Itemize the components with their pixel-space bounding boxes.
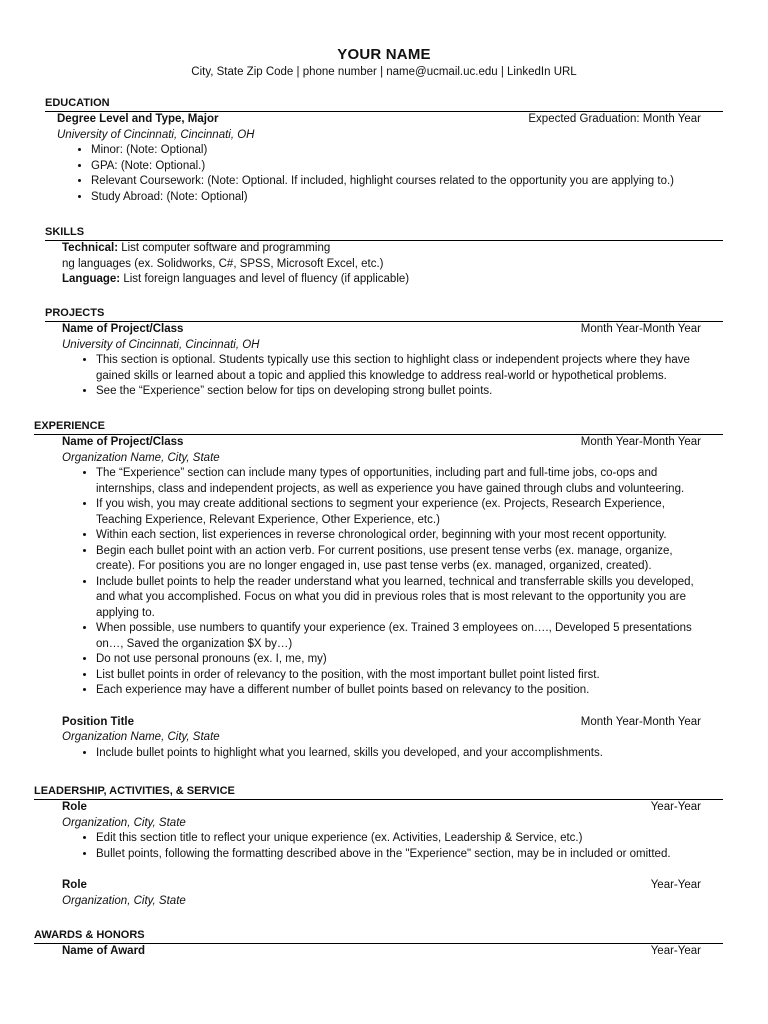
award-name: Name of Award <box>62 945 146 957</box>
skills-heading: SKILLS <box>45 226 85 238</box>
role-org: Organization, City, State <box>62 816 186 829</box>
position-org: Organization Name, City, State <box>62 731 220 743</box>
list-item: • Each experience may have a different number of bullet points based on relevancy to the position. <box>96 683 701 699</box>
education-heading: EDUCATION <box>45 97 110 109</box>
position-row <box>62 715 701 731</box>
position-bullets <box>62 746 701 762</box>
project-date: Month Year-Month Year <box>580 323 701 335</box>
skills-technical-continued: ng languages (ex. Solidworks, C#, SPSS, Microsoft Excel, etc.) <box>62 257 384 270</box>
resume-name: YOUR NAME <box>337 46 431 63</box>
list-item: • Include bullet points to highlight what you learned, skills you developed, and your accomplishments. <box>96 746 701 762</box>
experience-org: Organization Name, City, State <box>62 451 220 464</box>
experience-heading: EXPERIENCE <box>34 420 105 432</box>
projects-bullets <box>62 353 701 400</box>
role-title: Role <box>62 879 87 891</box>
project-name: Name of Project/Class <box>62 323 184 335</box>
list-item: • Relevant Coursework: (Note: Optional. If included, highlight courses related to the opportunity you are applying to.) <box>91 174 701 190</box>
experience-date: Month Year-Month Year <box>580 436 701 448</box>
projects-section <box>45 307 723 400</box>
list-item: • When possible, use numbers to quantify your experience (ex. Trained 3 employees on…., Developed 5 presentations on…, Saved the organization $X by…) <box>96 621 701 652</box>
technical-text: List computer software and programming <box>118 242 331 254</box>
role-org: Organization, City, State <box>62 894 186 907</box>
education-bullets <box>57 143 701 205</box>
education-section <box>45 97 723 205</box>
list-item: • Do not use personal pronouns (ex. I, me, my) <box>96 652 701 668</box>
technical-label: Technical: <box>62 242 119 254</box>
skills-section <box>45 226 723 288</box>
position-title: Position Title <box>62 715 134 728</box>
list-item: • List bullet points in order of relevancy to the position, with the most important bullet point listed first. <box>96 668 701 684</box>
list-item: • GPA: (Note: Optional.) <box>91 159 701 175</box>
skills-language <box>62 272 723 288</box>
position-date: Month Year-Month Year <box>580 715 701 728</box>
list-item: • Edit this section title to reflect your unique experience (ex. Activities, Leadership & Service, etc.) <box>96 831 701 847</box>
projects-heading: PROJECTS <box>45 307 105 319</box>
contact-line: City, State Zip Code | phone number | name@ucmail.uc.edu | LinkedIn URL <box>191 66 577 78</box>
project-org: University of Cincinnati, Cincinnati, OH <box>62 338 260 351</box>
leadership-bullets <box>62 831 701 862</box>
role-row <box>62 800 701 816</box>
leadership-section <box>34 785 723 909</box>
role-date: Year-Year <box>650 879 701 891</box>
graduation-date: Expected Graduation: Month Year <box>528 113 701 125</box>
leadership-heading: LEADERSHIP, ACTIVITIES, & SERVICE <box>34 785 235 797</box>
experience-section <box>34 420 723 761</box>
experience-name: Name of Project/Class <box>62 436 184 448</box>
experience-row <box>62 435 701 451</box>
list-item: • The “Experience” section can include many types of opportunities, including part and full-time jobs, co-ops and internships, class and independent projects, as well as experience you have gained through clubs and volunteering. <box>96 466 701 497</box>
list-item: • Minor: (Note: Optional) <box>91 143 701 159</box>
project-row <box>62 322 701 338</box>
role-row <box>62 878 701 894</box>
list-item: • See the “Experience” section below for tips on developing strong bullet points. <box>96 384 701 400</box>
list-item: • Include bullet points to help the reader understand what you learned, technical and transferrable skills you developed, and what you accomplished. Focus on what you did in previous roles that is most relevant to the opportunity you are applying to. <box>96 575 701 622</box>
skills-technical <box>62 241 723 257</box>
list-item: • If you wish, you may create additional sections to segment your experience (ex. Projects, Research Experience, Teaching Experience, Relevant Experience, Other Experience, etc.) <box>96 497 701 528</box>
education-degree-row <box>57 112 701 128</box>
award-date: Year-Year <box>650 945 701 957</box>
language-label: Language: <box>62 273 121 285</box>
school-name: University of Cincinnati, Cincinnati, OH <box>57 128 255 141</box>
awards-section <box>34 929 723 960</box>
role-title: Role <box>62 801 87 813</box>
list-item: • Begin each bullet point with an action verb. For current positions, use present tense verbs (ex. manage, organize, create). For positions you are no longer engaged in, use past tense verbs (ex. managed, organized, created). <box>96 544 701 575</box>
role-date: Year-Year <box>650 801 701 813</box>
list-item: • Within each section, list experiences in reverse chronological order, beginning with your most recent opportunity. <box>96 528 701 544</box>
awards-heading: AWARDS & HONORS <box>34 929 145 941</box>
experience-bullets <box>62 466 701 699</box>
list-item: • Bullet points, following the formatting described above in the "Experience" section, may be in included or omitted. <box>96 847 701 863</box>
language-text: List foreign languages and level of fluency (if applicable) <box>120 273 410 285</box>
degree-title: Degree Level and Type, Major <box>57 113 219 125</box>
list-item: • Study Abroad: (Note: Optional) <box>91 190 701 206</box>
list-item: • This section is optional. Students typically use this section to highlight class or independent projects where they have gained skills or learned about a topic and applied this knowledge to address real-world or hypothetical problems. <box>96 353 701 384</box>
award-row <box>62 944 701 960</box>
